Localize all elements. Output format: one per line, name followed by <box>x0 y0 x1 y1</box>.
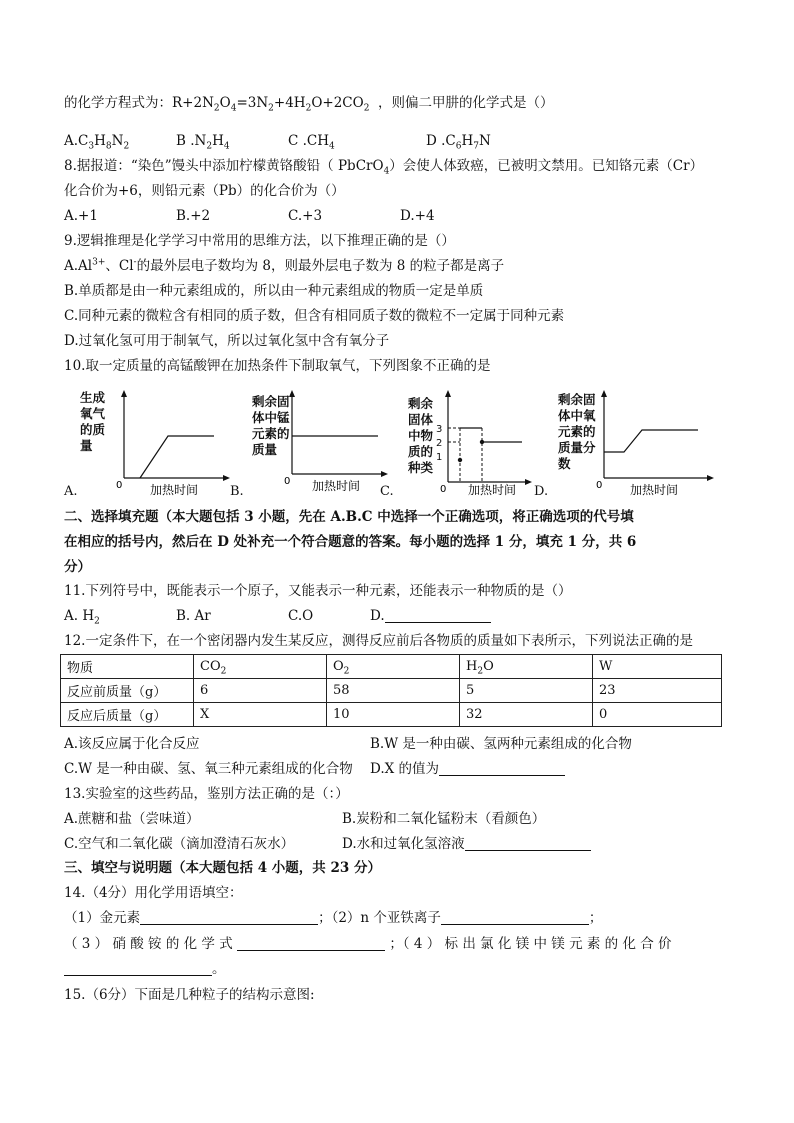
q10-graph-a <box>64 386 234 498</box>
graph-c-point-2 <box>480 440 484 444</box>
q14-blank-4[interactable] <box>64 961 212 976</box>
graph-a-ylabel-4: 量 <box>80 438 93 453</box>
q11-answer-blank[interactable] <box>385 608 491 623</box>
graph-d-ylabel-4: 质量分 <box>558 440 596 455</box>
q12-mass-table <box>60 654 722 727</box>
q9-option-c: C.同种元素的微粒含有相同的质子数，但含有相同质子数的微粒不一定属于同种元素 <box>64 308 565 324</box>
graph-c-ylabel-3: 中物 <box>408 428 434 443</box>
graph-c-tick-2: 2 <box>436 438 443 449</box>
q7-equation-line: 的化学方程式为：$R+2N_2O_4=3N_2+4H_2O+2CO_2$ ，则偏二甲肼的化学式是（） <box>64 95 554 114</box>
q15-stem: 15.（6分）下面是几种粒子的结构示意图: <box>64 987 315 1003</box>
graph-d-ylabel-1: 剩余固 <box>558 392 596 407</box>
graph-c-y-arrow <box>445 390 451 397</box>
graph-c-x-arrow <box>525 479 532 485</box>
graph-a-y-arrow <box>121 390 127 397</box>
graph-b-xlabel: 加热时间 <box>312 479 361 493</box>
q13-option-d: D.水和过氧化氢溶液 <box>342 835 591 853</box>
q14-parts-line1: （1）金元素 ；（2）n 个亚铁离子 ； <box>64 910 603 926</box>
table-cell: X <box>194 703 327 727</box>
graph-b-ylabel-2: 体中锰 <box>252 410 290 425</box>
q12-option-c: C.W 是一种由碳、氢、氧三种元素组成的化合物 <box>64 761 353 777</box>
q13-stem: 13.实验室的这些药品，鉴别方法正确的是（：） <box>64 786 349 802</box>
table-header-cell: $CO_2$ <box>194 655 327 679</box>
table-row <box>61 703 722 727</box>
graph-c-origin: 0 <box>440 484 447 495</box>
graph-c-point-1 <box>458 458 462 462</box>
graph-d-y-arrow <box>601 390 607 397</box>
q14-blank-3[interactable] <box>237 936 385 951</box>
q10-stem: 10.取一定质量的高锰酸钾在加热条件下制取氧气，下列图象不正确的是 <box>64 358 491 374</box>
q7-option-a: $A.C_3H_8N_2$ <box>64 133 130 152</box>
table-cell: 5 <box>460 679 593 703</box>
table-cell: 10 <box>327 703 460 727</box>
q14-blank-2[interactable] <box>441 910 589 925</box>
q8-option-d: D.+4 <box>400 208 435 224</box>
table-cell: 58 <box>327 679 460 703</box>
q11-option-b: B. Ar <box>176 608 211 624</box>
q8-option-b: B.+2 <box>176 208 211 224</box>
q8-stem-line2: 化合价为+6，则铅元素（Pb）的化合价为（） <box>64 183 345 199</box>
q12-option-d: D.X 的值为 <box>370 760 565 778</box>
graph-c-tick-1: 1 <box>436 452 443 463</box>
q8-option-c: C.+3 <box>288 208 323 224</box>
q9-option-d: D.过氧化氢可用于制氧气，所以过氧化氢中含有氧分子 <box>64 333 390 349</box>
graph-d-origin: 0 <box>596 480 603 491</box>
q11-option-a: A. $H_2$ <box>64 608 100 627</box>
section2-heading-line3: 分） <box>64 559 91 575</box>
table-header-cell: $O_2$ <box>327 655 460 679</box>
q9-option-b: B.单质都是由一种元素组成的，所以由一种元素组成的物质一定是单质 <box>64 283 484 299</box>
table-cell: 23 <box>593 679 722 703</box>
q10-graph-d <box>548 386 718 498</box>
q9-option-a: $A.Al^{3+}$、Cl-的最外层电子数均为 8，则最外层电子数为 8 的粒子都是离子 <box>64 257 505 274</box>
graph-d-ylabel-2: 体中氧 <box>558 408 596 423</box>
graph-a-ylabel-3: 的质 <box>80 422 106 437</box>
graph-b-ylabel-4: 质量 <box>252 442 278 457</box>
q9-stem: 9.逻辑推理是化学学习中常用的思维方法，以下推理正确的是（） <box>64 233 455 249</box>
graph-c-tick-3: 3 <box>436 424 443 435</box>
graph-b-x-arrow <box>381 471 388 477</box>
graph-c-ylabel-1: 剩余 <box>408 396 434 411</box>
section2-heading-line2: 在相应的括号内，然后在 D 处补充一个符合题意的答案。每小题的选择 1 分，填充 1 分，共 6 <box>64 534 637 550</box>
graph-c-ylabel-5: 种类 <box>408 460 434 475</box>
q14-parts-line3: 。 <box>64 960 226 978</box>
q10-graph-a-label: A. <box>64 484 78 499</box>
graph-a-curve <box>140 436 214 478</box>
q12-answer-blank[interactable] <box>439 761 565 776</box>
q12-option-b: B.W 是一种由碳、氢两种元素组成的化合物 <box>370 736 632 752</box>
q13-option-c: C.空气和二氧化碳（滴加澄清石灰水） <box>64 836 295 852</box>
q10-graph-b <box>238 386 394 498</box>
q13-answer-blank[interactable] <box>465 836 591 851</box>
q11-option-c: C.O <box>288 608 314 624</box>
q14-stem: 14.（4分）用化学用语填空： <box>64 885 243 901</box>
graph-a-x-arrow <box>223 475 230 481</box>
table-row <box>61 679 722 703</box>
graph-b-ylabel-1: 剩余固 <box>252 394 290 409</box>
graph-a-xlabel: 加热时间 <box>150 483 199 497</box>
table-cell: 反应前质量（g） <box>61 679 194 703</box>
table-header-cell: 物质 <box>61 655 194 679</box>
graph-a-ylabel-2: 氧气 <box>80 406 106 421</box>
graph-b-origin: 0 <box>284 476 291 487</box>
table-header-cell: W <box>593 655 722 679</box>
graph-d-ylabel-5: 数 <box>558 456 571 471</box>
q7-option-d: D $.C_6H_7N$ <box>426 133 491 152</box>
graph-d-ylabel-3: 元素的 <box>558 424 596 439</box>
graph-c-ylabel-2: 固体 <box>408 412 434 427</box>
graph-a-ylabel-1: 生成 <box>80 390 106 405</box>
q8-stem-line1: 8.据报道：“染色”馒头中添加柠檬黄铬酸铅（ PbCrO$_4$）会使人体致癌，已被明文禁用。已知铬元素（Cr） <box>64 158 704 177</box>
q14-blank-1[interactable] <box>140 910 318 925</box>
graph-b-ylabel-3: 元素的 <box>252 426 290 441</box>
section2-heading-line1: 二、选择填充题（本大题包括 3 小题，先在 A.B.C 中选择一个正确选项，将正确选项的代号填 <box>64 509 634 525</box>
graph-c-ylabel-4: 质的 <box>408 444 434 459</box>
graph-a-origin: 0 <box>116 480 123 491</box>
q10-graph-c-label: C. <box>380 484 394 499</box>
q12-option-a: A.该反应属于化合反应 <box>64 736 200 752</box>
section3-heading: 三、填空与说明题（本大题包括 4 小题，共 23 分） <box>64 860 381 876</box>
table-cell: 6 <box>194 679 327 703</box>
graph-b-y-arrow <box>289 390 295 397</box>
q13-option-a: A.蔗糖和盐（尝味道） <box>64 811 200 827</box>
q10-graph-b-label: B. <box>230 484 244 499</box>
q11-option-d: D. <box>370 607 491 625</box>
table-cell: 反应后质量（g） <box>61 703 194 727</box>
table-header-cell: $H_2O$ <box>460 655 593 679</box>
q7-option-c: C $.CH_4$ <box>288 133 335 152</box>
graph-d-xlabel: 加热时间 <box>630 483 679 497</box>
table-cell: 32 <box>460 703 593 727</box>
q10-graph-c <box>398 386 538 498</box>
table-header-row <box>61 655 722 679</box>
q7-option-b: B $.N_2H_4$ <box>176 133 230 152</box>
graph-d-x-arrow <box>707 475 714 481</box>
graph-c-xlabel: 加热时间 <box>468 483 517 497</box>
q14-parts-line2: （ 3 ） 硝 酸 铵 的 化 学 式 ；（ 4 ） 标 出 氯 化 镁 中 镁 元 素 的 化 合 价 <box>64 936 672 952</box>
q10-graph-d-label: D. <box>534 484 549 499</box>
q11-stem: 11.下列符号中，既能表示一个原子，又能表示一种元素，还能表示一种物质的是（） <box>64 583 572 599</box>
graph-d-curve <box>604 430 698 452</box>
q12-stem: 12.一定条件下，在一个密闭器内发生某反应，测得反应前后各物质的质量如下表所示，下列说法正确的是 <box>64 633 693 649</box>
table-cell: 0 <box>593 703 722 727</box>
q13-option-b: B.炭粉和二氧化锰粉末（看颜色） <box>342 811 546 827</box>
q8-option-a: A.+1 <box>64 208 98 224</box>
